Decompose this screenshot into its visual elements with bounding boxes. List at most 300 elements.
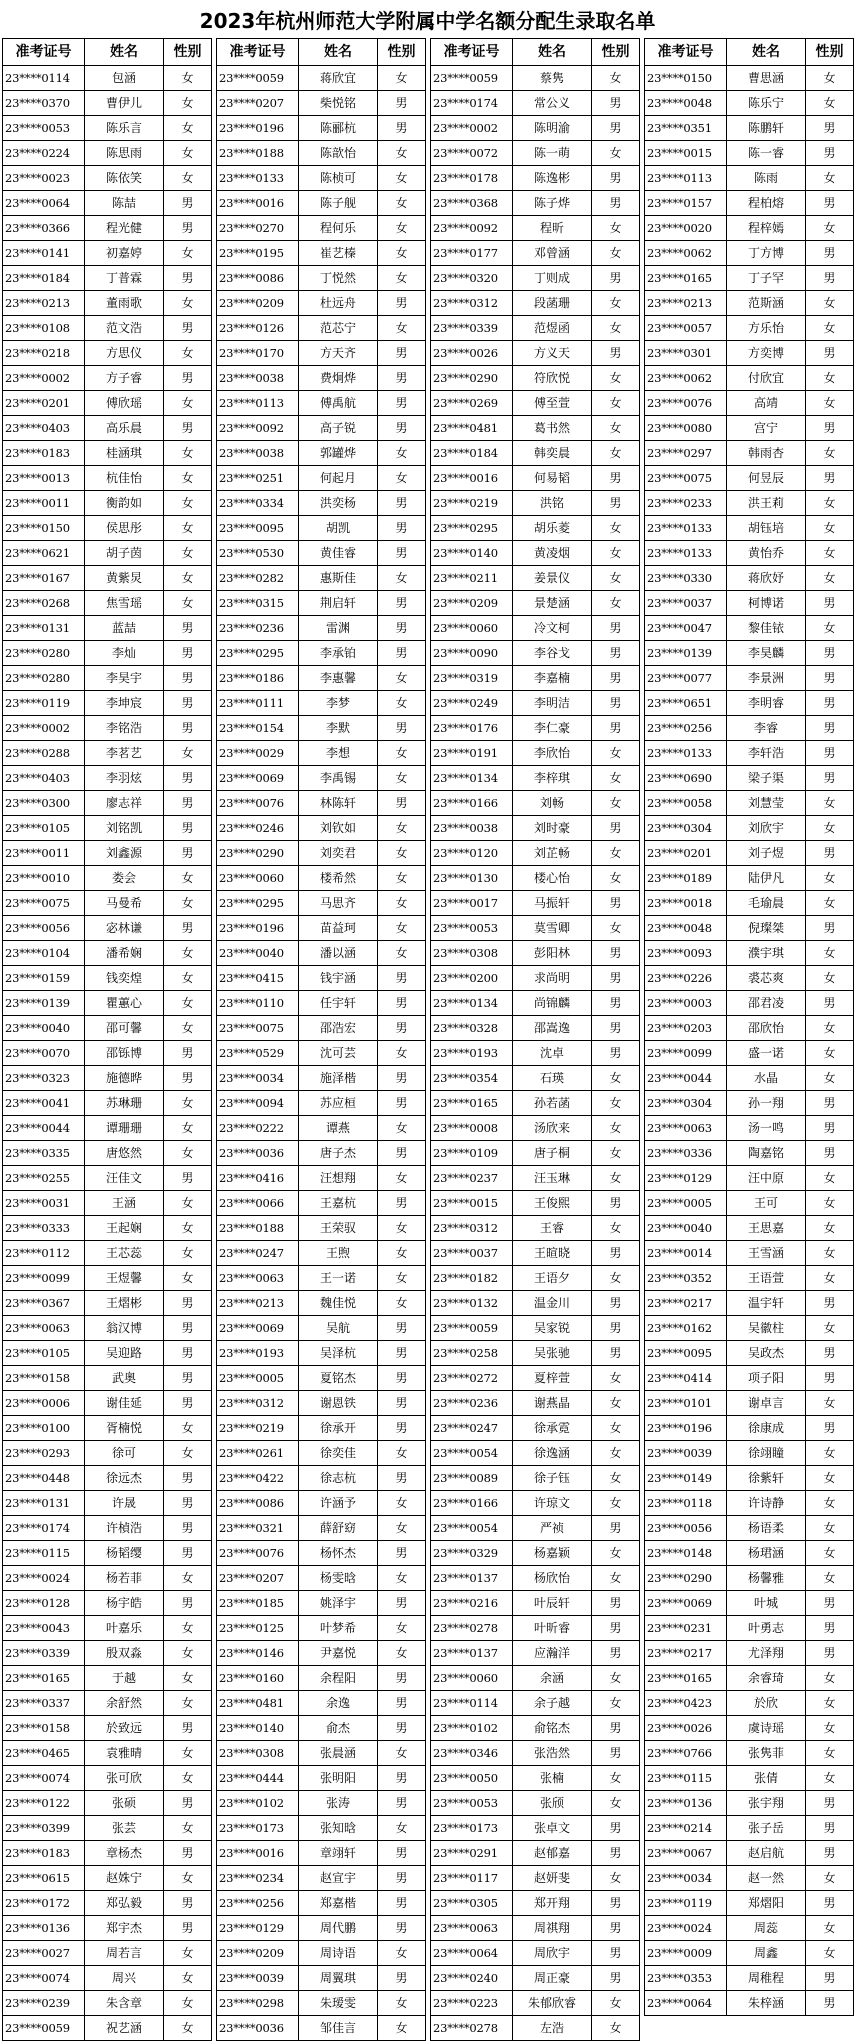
table-row (3, 1116, 212, 1141)
table-row (3, 691, 212, 716)
gender-cell: 女 (592, 1091, 640, 1116)
gender-cell: 男 (164, 716, 212, 741)
exam-id-cell: 23****0101 (645, 1391, 727, 1416)
table-row (431, 1691, 640, 1716)
table-row (217, 1191, 426, 1216)
gender-cell: 男 (164, 416, 212, 441)
student-name-cell: 黄怡乔 (727, 541, 806, 566)
gender-cell: 男 (378, 616, 426, 641)
table-row (431, 1216, 640, 1241)
table-row (217, 1566, 426, 1591)
exam-id-cell: 23****0148 (645, 1541, 727, 1566)
gender-cell: 男 (806, 1291, 854, 1316)
table-row (217, 1791, 426, 1816)
gender-cell: 女 (378, 1241, 426, 1266)
exam-id-cell: 23****0074 (3, 1966, 85, 1991)
gender-cell: 女 (164, 1216, 212, 1241)
table-row (431, 1466, 640, 1491)
table-row (645, 1741, 854, 1766)
gender-cell: 女 (806, 291, 854, 316)
student-name-cell: 景楚涵 (513, 591, 592, 616)
gender-cell: 女 (592, 1066, 640, 1091)
table-row (3, 1416, 212, 1441)
table-row (645, 216, 854, 241)
student-name-cell: 夏梓萱 (513, 1366, 592, 1391)
student-name-cell: 虞诗瑶 (727, 1716, 806, 1741)
student-name-cell: 徐康成 (727, 1416, 806, 1441)
exam-id-cell: 23****0211 (431, 566, 513, 591)
gender-cell: 女 (164, 1566, 212, 1591)
table-row (3, 2016, 212, 2041)
exam-id-cell: 23****0066 (217, 1191, 299, 1216)
exam-id-cell: 23****0209 (217, 291, 299, 316)
exam-id-cell: 23****0013 (3, 466, 85, 491)
student-name-cell: 王嘉杭 (299, 1191, 378, 1216)
student-name-cell: 李羽炫 (85, 766, 164, 791)
table-row (645, 1641, 854, 1666)
student-name-cell: 林陈轩 (299, 791, 378, 816)
table-row (217, 1816, 426, 1841)
table-row (3, 1016, 212, 1041)
student-name-cell: 邹佳言 (299, 2016, 378, 2041)
gender-cell: 女 (806, 1441, 854, 1466)
table-row (3, 1566, 212, 1591)
exam-id-cell: 23****0158 (3, 1716, 85, 1741)
student-name-cell: 袁雅晴 (85, 1741, 164, 1766)
table-row (431, 891, 640, 916)
gender-cell: 女 (378, 1816, 426, 1841)
table-row (645, 1541, 854, 1566)
gender-cell: 女 (164, 1691, 212, 1716)
exam-id-cell: 23****0048 (645, 91, 727, 116)
student-name-cell: 冷文柯 (513, 616, 592, 641)
gender-cell: 男 (592, 1041, 640, 1066)
gender-cell: 男 (806, 741, 854, 766)
exam-id-cell: 23****0339 (431, 316, 513, 341)
table-row (3, 316, 212, 341)
student-name-cell: 吴张驰 (513, 1341, 592, 1366)
exam-id-cell: 23****0308 (217, 1741, 299, 1766)
exam-id-cell: 23****0177 (431, 241, 513, 266)
student-name-cell: 陈逸彬 (513, 166, 592, 191)
table-row (3, 1066, 212, 1091)
exam-id-cell: 23****0099 (3, 1266, 85, 1291)
gender-cell: 男 (806, 141, 854, 166)
student-name-cell: 杨宇皓 (85, 1591, 164, 1616)
gender-cell: 男 (378, 1466, 426, 1491)
student-name-cell: 王暄晓 (513, 1241, 592, 1266)
gender-cell: 男 (378, 991, 426, 1016)
gender-cell: 女 (378, 1641, 426, 1666)
gender-cell: 男 (806, 1591, 854, 1616)
table-row (3, 591, 212, 616)
table-row (645, 1416, 854, 1441)
gender-cell: 女 (806, 91, 854, 116)
gender-cell: 男 (164, 1166, 212, 1191)
exam-id-cell: 23****0270 (217, 216, 299, 241)
gender-cell: 女 (164, 1091, 212, 1116)
gender-cell: 男 (378, 416, 426, 441)
gender-cell: 女 (806, 316, 854, 341)
table-row (645, 916, 854, 941)
gender-cell: 女 (164, 991, 212, 1016)
exam-id-cell: 23****0290 (645, 1566, 727, 1591)
table-row (217, 341, 426, 366)
student-name-cell: 杨怀杰 (299, 1541, 378, 1566)
student-name-cell: 张隽菲 (727, 1741, 806, 1766)
gender-cell: 男 (806, 841, 854, 866)
table-row (431, 1966, 640, 1991)
table-row (3, 341, 212, 366)
exam-id-cell: 23****0422 (217, 1466, 299, 1491)
gender-cell: 男 (378, 491, 426, 516)
student-name-cell: 叶勇志 (727, 1616, 806, 1641)
student-name-cell: 徐可 (85, 1441, 164, 1466)
exam-id-cell: 23****0023 (3, 166, 85, 191)
table-row (431, 1366, 640, 1391)
table-row (217, 766, 426, 791)
table-row (3, 1091, 212, 1116)
exam-id-cell: 23****0186 (217, 666, 299, 691)
table-row (217, 1466, 426, 1491)
exam-id-cell: 23****0136 (645, 1791, 727, 1816)
gender-cell: 男 (378, 516, 426, 541)
student-name-cell: 魏佳悦 (299, 1291, 378, 1316)
student-name-cell: 张芸 (85, 1816, 164, 1841)
table-row (645, 341, 854, 366)
exam-id-cell: 23****0115 (3, 1541, 85, 1566)
exam-id-cell: 23****0133 (645, 741, 727, 766)
exam-id-cell: 23****0074 (3, 1766, 85, 1791)
student-name-cell: 瞿蕙心 (85, 991, 164, 1016)
gender-cell: 男 (164, 1041, 212, 1066)
table-row (431, 1416, 640, 1441)
student-name-cell: 陈乐言 (85, 116, 164, 141)
table-row (431, 616, 640, 641)
exam-id-cell: 23****0057 (645, 316, 727, 341)
exam-id-cell: 23****0295 (217, 891, 299, 916)
student-name-cell: 尹嘉悦 (299, 1641, 378, 1666)
gender-cell: 女 (378, 916, 426, 941)
exam-id-cell: 23****0295 (431, 516, 513, 541)
gender-cell: 男 (806, 1991, 854, 2016)
gender-cell: 男 (378, 1316, 426, 1341)
gender-cell: 女 (592, 1116, 640, 1141)
table-row (645, 141, 854, 166)
exam-id-cell: 23****0112 (3, 1241, 85, 1266)
table-row (3, 366, 212, 391)
table-row (217, 1716, 426, 1741)
student-name-cell: 陈歆怡 (299, 141, 378, 166)
gender-cell: 女 (164, 341, 212, 366)
table-row (217, 441, 426, 466)
student-name-cell: 李想 (299, 741, 378, 766)
table-row (3, 1541, 212, 1566)
exam-id-cell: 23****0134 (431, 991, 513, 1016)
gender-cell: 女 (378, 841, 426, 866)
gender-cell: 男 (592, 1716, 640, 1741)
table-row (217, 841, 426, 866)
student-name-cell: 郑宇杰 (85, 1916, 164, 1941)
admission-list (0, 38, 855, 2036)
student-name-cell: 李仁豪 (513, 716, 592, 741)
exam-id-cell: 23****0024 (645, 1916, 727, 1941)
exam-id-cell: 23****0134 (431, 766, 513, 791)
student-name-cell: 俞杰 (299, 1716, 378, 1741)
exam-id-cell: 23****0188 (217, 1216, 299, 1241)
gender-cell: 男 (378, 1866, 426, 1891)
gender-cell: 女 (806, 1916, 854, 1941)
gender-cell: 男 (806, 416, 854, 441)
student-name-cell: 尚锦麟 (513, 991, 592, 1016)
gender-cell: 男 (164, 766, 212, 791)
table-row (645, 1341, 854, 1366)
student-name-cell: 杨韬缨 (85, 1541, 164, 1566)
table-row (217, 1016, 426, 1041)
table-row (645, 991, 854, 1016)
gender-cell: 女 (592, 1566, 640, 1591)
exam-id-cell: 23****0217 (645, 1291, 727, 1316)
student-name-cell: 邵可馨 (85, 1016, 164, 1041)
exam-id-cell: 23****0094 (217, 1091, 299, 1116)
table-row (217, 391, 426, 416)
table-row (645, 116, 854, 141)
exam-id-cell: 23****0209 (217, 1941, 299, 1966)
gender-cell: 女 (592, 1791, 640, 1816)
student-name-cell: 张颀 (513, 1791, 592, 1816)
student-name-cell: 傅至萱 (513, 391, 592, 416)
exam-id-cell: 23****0044 (645, 1066, 727, 1091)
gender-cell: 男 (806, 591, 854, 616)
exam-id-cell: 23****0261 (217, 1441, 299, 1466)
exam-id-cell: 23****0015 (645, 141, 727, 166)
gender-cell: 男 (592, 1241, 640, 1266)
exam-id-cell: 23****0108 (3, 316, 85, 341)
student-name-cell: 洪奕杨 (299, 491, 378, 516)
student-name-cell: 王雪涵 (727, 1241, 806, 1266)
table-row (217, 1266, 426, 1291)
table-row (3, 1216, 212, 1241)
student-name-cell: 惠斯佳 (299, 566, 378, 591)
gender-cell: 女 (806, 966, 854, 991)
exam-id-cell: 23****0239 (3, 1991, 85, 2016)
table-row (3, 266, 212, 291)
student-name-cell: 陈乐宁 (727, 91, 806, 116)
table-row (645, 1716, 854, 1741)
exam-id-cell: 23****0120 (431, 841, 513, 866)
exam-id-cell: 23****0213 (645, 291, 727, 316)
exam-id-cell: 23****0003 (645, 991, 727, 1016)
exam-id-cell: 23****0216 (431, 1591, 513, 1616)
gender-cell: 男 (378, 1666, 426, 1691)
gender-cell: 男 (806, 766, 854, 791)
table-row (3, 1966, 212, 1991)
gender-cell: 男 (378, 1541, 426, 1566)
gender-cell: 男 (164, 216, 212, 241)
gender-cell: 男 (378, 1591, 426, 1616)
table-row (431, 1841, 640, 1866)
table-row (217, 1966, 426, 1991)
student-name-cell: 张子岳 (727, 1816, 806, 1841)
student-name-cell: 谢卓言 (727, 1391, 806, 1416)
exam-id-cell: 23****0234 (217, 1866, 299, 1891)
gender-cell: 男 (592, 716, 640, 741)
table-row (3, 866, 212, 891)
exam-id-cell: 23****0058 (645, 791, 727, 816)
exam-id-cell: 23****0149 (645, 1466, 727, 1491)
student-name-cell: 温宇轩 (727, 1291, 806, 1316)
gender-cell: 女 (592, 291, 640, 316)
gender-cell: 男 (592, 616, 640, 641)
table-row (217, 316, 426, 341)
exam-id-cell: 23****0172 (3, 1891, 85, 1916)
student-name-cell: 陶嘉铭 (727, 1141, 806, 1166)
table-row (431, 1666, 640, 1691)
exam-id-cell: 23****0183 (3, 1841, 85, 1866)
exam-id-cell: 23****0448 (3, 1466, 85, 1491)
student-name-cell: 潘希娴 (85, 941, 164, 966)
table-row (3, 66, 212, 91)
gender-cell: 男 (806, 1116, 854, 1141)
exam-id-cell: 23****0173 (217, 1816, 299, 1841)
exam-id-cell: 23****0170 (217, 341, 299, 366)
student-name-cell: 於欣 (727, 1691, 806, 1716)
gender-cell: 男 (164, 641, 212, 666)
table-row (217, 1416, 426, 1441)
table-row (217, 1366, 426, 1391)
student-name-cell: 汤一鸣 (727, 1116, 806, 1141)
table-row (645, 541, 854, 566)
gender-cell: 男 (592, 1741, 640, 1766)
table-row (431, 1091, 640, 1116)
student-name-cell: 苏应桓 (299, 1091, 378, 1116)
gender-cell: 女 (592, 541, 640, 566)
table-row (431, 816, 640, 841)
student-name-cell: 宫宁 (727, 416, 806, 441)
table-row (217, 1741, 426, 1766)
student-name-cell: 胡钰培 (727, 516, 806, 541)
gender-cell: 男 (806, 1641, 854, 1666)
table-row (3, 516, 212, 541)
exam-id-cell: 23****0150 (3, 516, 85, 541)
student-name-cell: 徐子钰 (513, 1466, 592, 1491)
student-name-cell: 项子阳 (727, 1366, 806, 1391)
student-name-cell: 初嘉婷 (85, 241, 164, 266)
student-name-cell: 张涛 (299, 1791, 378, 1816)
exam-id-cell: 23****0196 (217, 916, 299, 941)
exam-id-cell: 23****0337 (3, 1691, 85, 1716)
student-name-cell: 倪璨桀 (727, 916, 806, 941)
student-name-cell: 苗益珂 (299, 916, 378, 941)
gender-cell: 女 (592, 866, 640, 891)
gender-cell: 男 (806, 1091, 854, 1116)
gender-cell: 女 (806, 1316, 854, 1341)
gender-cell: 男 (164, 1791, 212, 1816)
table-row (431, 1616, 640, 1641)
gender-cell: 女 (806, 516, 854, 541)
exam-id-cell: 23****0086 (217, 1491, 299, 1516)
exam-id-cell: 23****0011 (3, 841, 85, 866)
gender-cell: 女 (378, 1616, 426, 1641)
student-name-cell: 杨馨雅 (727, 1566, 806, 1591)
student-name-cell: 杨珺涵 (727, 1541, 806, 1566)
exam-id-cell: 23****0291 (431, 1841, 513, 1866)
student-name-cell: 马曼希 (85, 891, 164, 916)
exam-id-cell: 23****0224 (3, 141, 85, 166)
table-row (645, 866, 854, 891)
exam-id-cell: 23****0237 (431, 1166, 513, 1191)
gender-cell: 女 (592, 1666, 640, 1691)
student-name-cell: 余逸 (299, 1691, 378, 1716)
table-row (645, 741, 854, 766)
student-name-cell: 陈雨 (727, 166, 806, 191)
exam-id-cell: 23****0346 (431, 1741, 513, 1766)
exam-id-cell: 23****0002 (431, 116, 513, 141)
student-name-cell: 毛瑜晨 (727, 891, 806, 916)
table-row (645, 1441, 854, 1466)
student-name-cell: 赵郁嘉 (513, 1841, 592, 1866)
gender-cell: 男 (806, 1616, 854, 1641)
exam-id-cell: 23****0036 (217, 2016, 299, 2041)
exam-id-cell: 23****0174 (431, 91, 513, 116)
student-name-cell: 张浩然 (513, 1741, 592, 1766)
student-name-cell: 楼希然 (299, 866, 378, 891)
exam-id-cell: 23****0075 (645, 466, 727, 491)
student-name-cell: 余舒然 (85, 1691, 164, 1716)
gender-cell: 女 (592, 416, 640, 441)
table-row (431, 241, 640, 266)
gender-cell: 女 (378, 566, 426, 591)
exam-id-cell: 23****0018 (645, 891, 727, 916)
student-name-cell: 杭佳怡 (85, 466, 164, 491)
table-row (217, 791, 426, 816)
gender-cell: 女 (806, 66, 854, 91)
student-name-cell: 张明阳 (299, 1766, 378, 1791)
exam-id-cell: 23****0282 (217, 566, 299, 591)
table-row (645, 1166, 854, 1191)
gender-cell: 男 (806, 1966, 854, 1991)
exam-id-cell: 23****0139 (3, 991, 85, 1016)
name-list-block-4 (644, 38, 854, 2016)
gender-cell: 女 (806, 1266, 854, 1291)
gender-cell: 女 (806, 1716, 854, 1741)
table-row (3, 1816, 212, 1841)
student-name-cell: 水晶 (727, 1066, 806, 1091)
gender-cell: 女 (806, 1491, 854, 1516)
student-name-cell: 杨欣怡 (513, 1566, 592, 1591)
gender-cell: 女 (592, 566, 640, 591)
table-row (217, 1641, 426, 1666)
student-name-cell: 方奕博 (727, 341, 806, 366)
exam-id-header: 准考证号 (431, 39, 513, 66)
exam-id-cell: 23****0651 (645, 691, 727, 716)
student-name-cell: 汪佳文 (85, 1166, 164, 1191)
table-row (645, 691, 854, 716)
name-list-block-1 (2, 38, 212, 2041)
student-name-cell: 潘以涵 (299, 941, 378, 966)
student-name-cell: 范煜函 (513, 316, 592, 341)
table-row (3, 1616, 212, 1641)
table-row (217, 691, 426, 716)
student-name-cell: 张知晗 (299, 1816, 378, 1841)
student-name-cell: 王语夕 (513, 1266, 592, 1291)
student-name-cell: 王熠彬 (85, 1291, 164, 1316)
exam-id-cell: 23****0166 (431, 791, 513, 816)
gender-cell: 女 (378, 691, 426, 716)
student-name-cell: 方义天 (513, 341, 592, 366)
exam-id-cell: 23****0189 (645, 866, 727, 891)
student-name-cell: 李明睿 (727, 691, 806, 716)
